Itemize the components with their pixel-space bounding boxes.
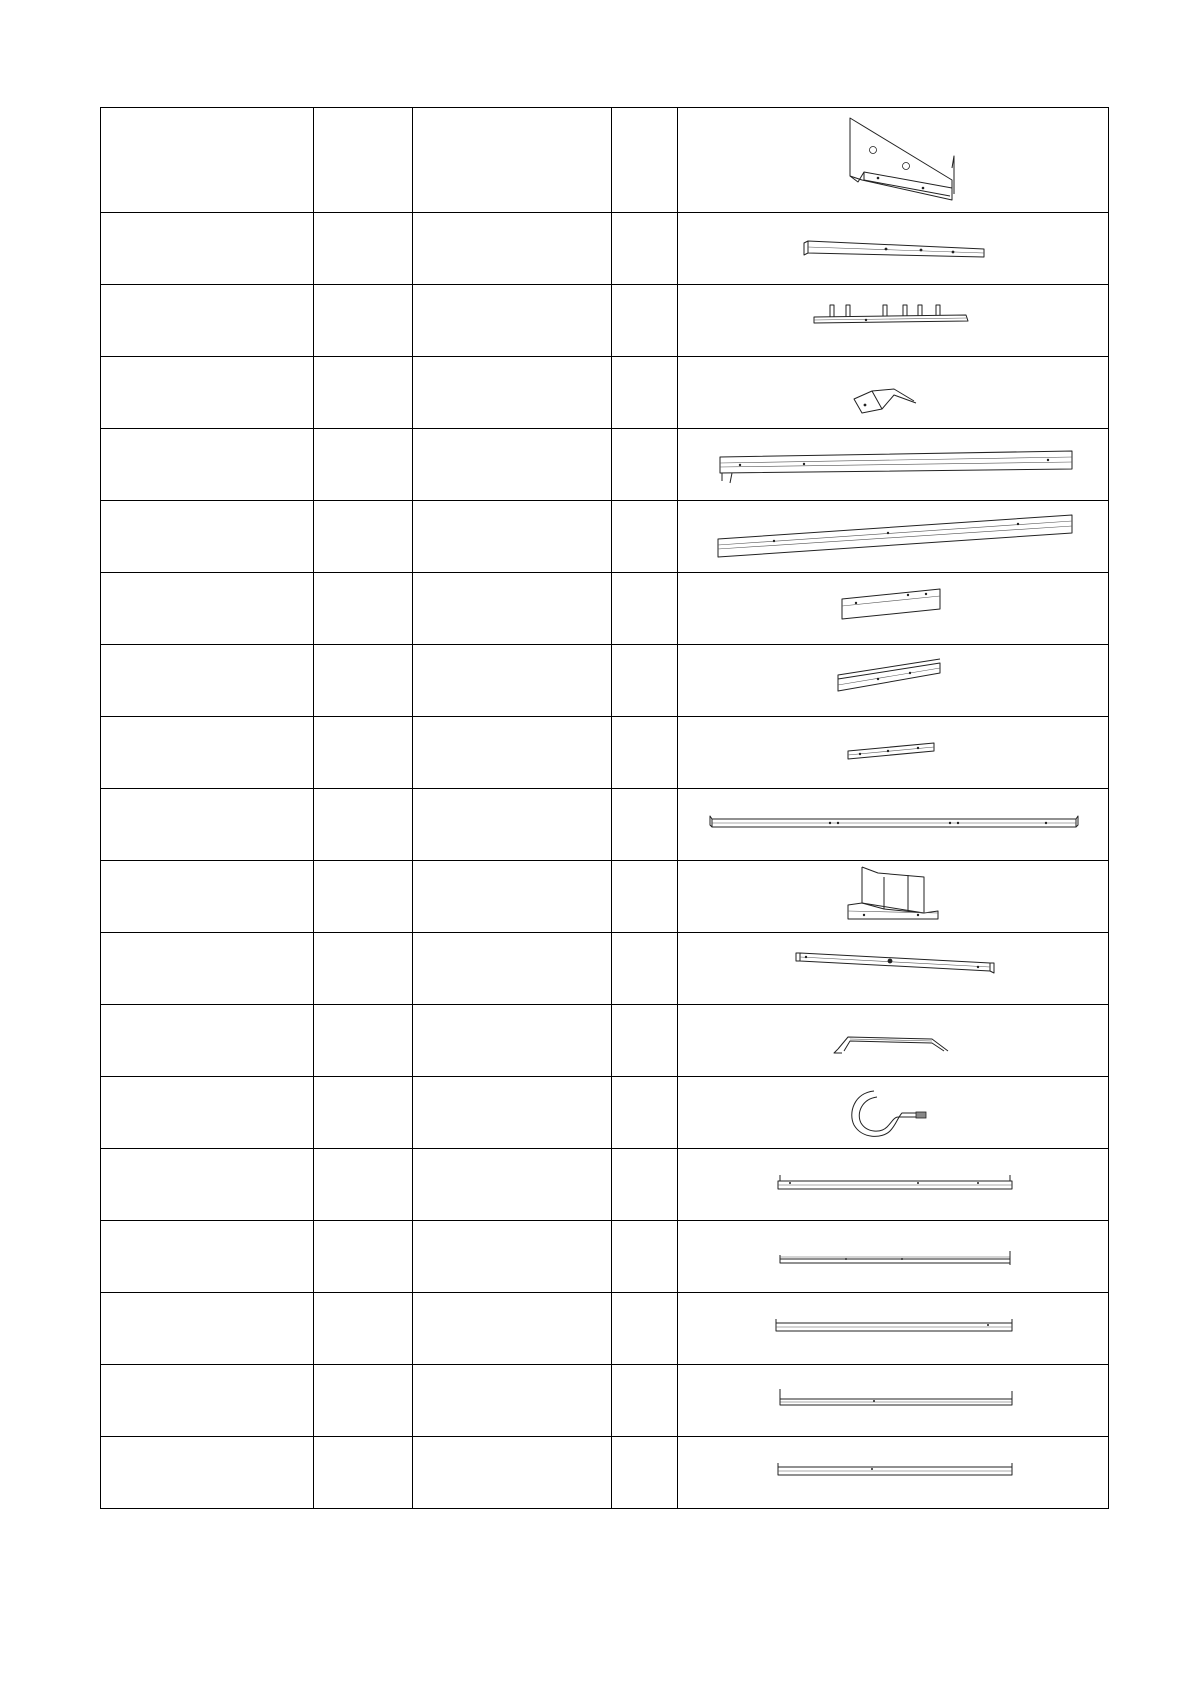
part-image-cell [678,573,1109,645]
angle-bar-with-bolt-icon [678,933,1109,1004]
part-number-cell [101,285,314,357]
part-image-cell [678,1005,1109,1077]
quantity-cell [314,1221,413,1293]
part-number-cell [101,789,314,861]
part-image-cell [678,1365,1109,1437]
description-cell [413,1293,612,1365]
part-image-cell [678,1293,1109,1365]
unit-cell [612,1005,678,1077]
quantity-cell [314,285,413,357]
quantity-cell [314,1005,413,1077]
description-cell [413,573,612,645]
description-cell [413,108,612,213]
part-image-cell [678,861,1109,933]
quantity-cell [314,861,413,933]
part-image-cell [678,645,1109,717]
part-image-cell [678,789,1109,861]
table-row [101,1293,1109,1365]
quantity-cell [314,1149,413,1221]
quantity-cell [314,1365,413,1437]
quantity-cell [314,789,413,861]
unit-cell [612,108,678,213]
part-number-cell [101,861,314,933]
description-cell [413,213,612,285]
angled-strip-icon [678,1005,1109,1076]
unit-cell [612,501,678,573]
table-row [101,357,1109,429]
unit-cell [612,285,678,357]
part-number-cell [101,1005,314,1077]
table-row [101,1221,1109,1293]
description-cell [413,357,612,429]
unit-cell [612,1365,678,1437]
quantity-cell [314,645,413,717]
description-cell [413,717,612,789]
long-channel-rail-icon [678,429,1109,500]
unit-cell [612,933,678,1005]
part-number-cell [101,501,314,573]
part-image-cell [678,717,1109,789]
part-image-cell [678,1149,1109,1221]
cross-rail-a-icon [678,1149,1109,1220]
description-cell [413,429,612,501]
table-row [101,1077,1109,1149]
description-cell [413,645,612,717]
unit-cell [612,573,678,645]
part-number-cell [101,1293,314,1365]
part-image-cell [678,108,1109,213]
unit-cell [612,213,678,285]
j-hook-bolt-icon [678,1077,1109,1148]
unit-cell [612,1437,678,1509]
description-cell [413,1365,612,1437]
table-row [101,645,1109,717]
part-number-cell [101,933,314,1005]
unit-cell [612,1221,678,1293]
unit-cell [612,1293,678,1365]
cross-rail-c-icon [678,1293,1109,1364]
description-cell [413,1221,612,1293]
table-row [101,429,1109,501]
table-row [101,789,1109,861]
quantity-cell [314,213,413,285]
table-row [101,717,1109,789]
table-row [101,213,1109,285]
table-row [101,573,1109,645]
table-row [101,285,1109,357]
unit-cell [612,357,678,429]
part-number-cell [101,1365,314,1437]
small-channel-icon [678,717,1109,788]
description-cell [413,861,612,933]
short-channel-angled-icon [678,645,1109,716]
part-image-cell [678,1221,1109,1293]
part-number-cell [101,213,314,285]
part-image-cell [678,501,1109,573]
part-number-cell [101,717,314,789]
part-image-cell [678,1077,1109,1149]
part-image-cell [678,285,1109,357]
part-image-cell [678,429,1109,501]
part-image-cell [678,1437,1109,1509]
long-flat-rail-icon [678,789,1109,860]
part-number-cell [101,357,314,429]
part-image-cell [678,357,1109,429]
table-row [101,861,1109,933]
cross-rail-e-icon [678,1437,1109,1508]
part-number-cell [101,1437,314,1509]
long-channel-beam-icon [678,501,1109,572]
quantity-cell [314,1077,413,1149]
part-number-cell [101,1149,314,1221]
bar-with-tabs-icon [678,285,1109,356]
part-number-cell [101,1221,314,1293]
unit-cell [612,1149,678,1221]
table-row [101,1005,1109,1077]
part-number-cell [101,1077,314,1149]
quantity-cell [314,1437,413,1509]
cross-rail-d-icon [678,1365,1109,1436]
quantity-cell [314,429,413,501]
table-row [101,1437,1109,1509]
part-image-cell [678,933,1109,1005]
cross-rail-b-icon [678,1221,1109,1292]
description-cell [413,789,612,861]
unit-cell [612,1077,678,1149]
description-cell [413,933,612,1005]
part-number-cell [101,108,314,213]
description-cell [413,1437,612,1509]
parts-table [100,107,1109,1509]
quantity-cell [314,108,413,213]
part-number-cell [101,645,314,717]
table-row [101,501,1109,573]
unit-cell [612,645,678,717]
description-cell [413,1077,612,1149]
quantity-cell [314,573,413,645]
triangular-gusset-bracket-icon [678,108,1109,212]
description-cell [413,1005,612,1077]
unit-cell [612,717,678,789]
description-cell [413,285,612,357]
table-row [101,1149,1109,1221]
part-image-cell [678,213,1109,285]
channel-saddle-bracket-icon [678,861,1109,932]
part-number-cell [101,573,314,645]
short-channel-icon [678,573,1109,644]
table-row [101,1365,1109,1437]
part-number-cell [101,429,314,501]
unit-cell [612,861,678,933]
quantity-cell [314,357,413,429]
quantity-cell [314,501,413,573]
flat-bar-with-holes-icon [678,213,1109,284]
unit-cell [612,429,678,501]
table-row [101,933,1109,1005]
description-cell [413,501,612,573]
quantity-cell [314,717,413,789]
parts-list-sheet [100,107,1108,1497]
quantity-cell [314,1293,413,1365]
quantity-cell [314,933,413,1005]
bent-angle-bracket-icon [678,357,1109,428]
unit-cell [612,789,678,861]
table-row [101,108,1109,213]
description-cell [413,1149,612,1221]
